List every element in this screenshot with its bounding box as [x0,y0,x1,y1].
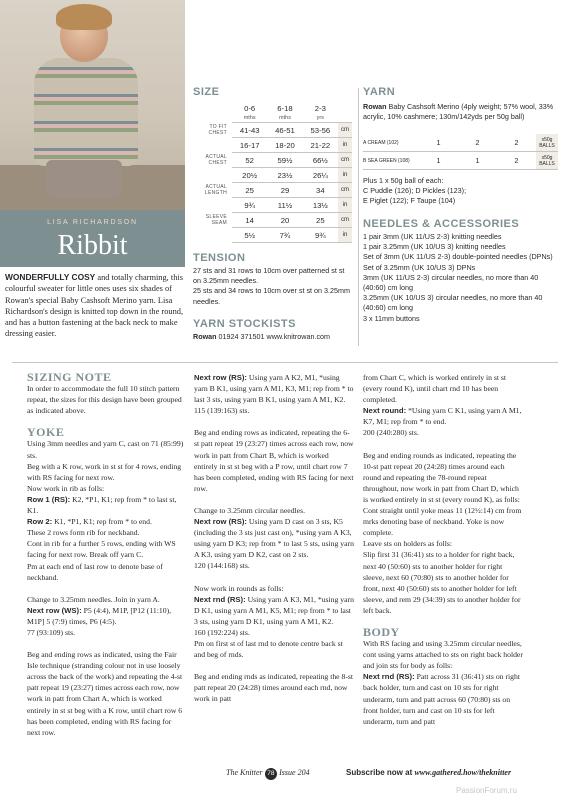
size-col-0: 0-6 [244,103,256,113]
yarn-row: B SEA GREEN (108) 1 1 2 x50g BALLS [363,152,558,170]
sizing-note-text: In order to accommodate the full 10 stitch pattern repeat, the sizes for this design have been grouped as indicated above. [27,384,182,416]
intro-body: and totally charming, this colourful sweater for little ones uses six shades of Rowan's special Baby Cashsoft Merino yarn. Lisa Richardson's design is knitted top down in the round, and has a button fastening at the back neck to make dressing easier. [5,273,184,339]
instruction-row: Next row (RS): Using yarn D cast on 3 sts, K5 (including the 3 sts just cast on), *using yarn A K3, using yarn D K3; rep from * to last 5 sts, using yarn A K3, using yarn D K2, cast on 2 sts. [194,517,354,560]
paragraph: With RS facing and using 3.25mm circular needles, cont using yarns attached to sts on right back holder and join sts for body as folls: [363,639,523,671]
needles-list [363,232,558,324]
title-band [0,210,185,267]
needles-item: Set of 3.25mm (UK 10/US 3) DPNs [363,262,476,272]
tension-line-2: 25 sts and 34 rows to 10cm over st st on 3.25mm needles. [193,286,350,306]
tension-heading: TENSION [193,252,246,264]
instruction-row: Row 1 (RS): K2, *P1, K1; rep from * to last st, K1. [27,494,177,516]
size-row: 20½ 23½ 26¼ in [190,168,352,183]
instruction-row: Next rnd (RS): Patt across 31 (36:41) sts on right back holder, turn and cast on 10 sts for right underarm, turn and patt across 60 (70:80) sts on front holder, turn and cast on 10 sts for left underarm, turn and patt [363,672,520,726]
yarn-brand: Rowan [363,102,387,111]
page-number: 78 [265,768,277,780]
issue-number: Issue 204 [279,768,310,777]
needles-item: 3mm (UK 11/US 2-3) circular needles, no more than 40 (40:60) cm long [363,272,539,293]
yarn-desc-text: Baby Cashsoft Merino (4ply weight; 57% wool, 33% acrylic, 10% cashmere; 130m/142yds per 50g ball) [363,102,554,122]
instruction-row: Row 2: K1, *P1, K1; rep from * to end. [27,517,152,527]
instruction-row: Next rnd (RS): Using yarn A K3, M1, *using yarn D K1, using yarn A M1, K5, M1; rep from * to last 3 sts, using yarn D K1, using yarn A M1, K2. [194,594,354,626]
stockists-heading: YARN STOCKISTS [193,318,296,330]
tension-line-1: 27 sts and 31 rows to 10cm over patterned st st on 3.25mm needles. [193,266,345,286]
instructions-column-1 [27,372,185,738]
size-row: SLEEVE SEAM 14 20 25 cm [190,213,352,228]
paragraph: 115 (139:163) sts. [194,406,250,416]
needles-item: 3 x 11mm buttons [363,313,420,323]
paragraph: Beg and ending rows as indicated, using the Fair Isle technique (stranding colour not in use loosely across the back of the work) and repeating the 4-st patt repeat 19 (23:27) times across each row, now work in patt from Chart A, which is worked entirely in st st beg with a K row, until chart row 6 has been completed, ending with RS facing for next row. [27,650,183,737]
size-col-1-unit: mths [267,114,302,123]
needles-heading: NEEDLES & ACCESSORIES [363,218,520,230]
body-heading: BODY [363,624,400,639]
paragraph: Pm at each end of last row to denote base of neckband. [27,561,163,582]
yarn-plus-1: Plus 1 x 50g ball of each: [363,176,444,185]
paragraph: 160 (192:224) sts. [194,627,250,637]
size-row: 5½ 7¾ 9¾ in [190,228,352,243]
yarn-row: A CREAM (102) 1 2 2 x50g BALLS [363,134,558,152]
pattern-title: Ribbit [57,230,128,261]
stockists-text [193,332,363,342]
size-row: 16-17 18-20 21-22 in [190,138,352,153]
paragraph: Now work in rib as folls: [27,483,105,493]
size-col-2-unit: yrs [303,114,338,123]
size-heading: SIZE [193,86,220,98]
yarn-plus-2: C Puddle (126); D Pickles (123); [363,186,467,196]
size-col-2: 2-3 [314,103,326,113]
paragraph: 77 (93:109) sts. [27,627,76,637]
yarn-table [363,134,558,170]
instruction-row: Next row (RS): Using yarn A K2, M1, *using yarn B K1, using yarn A M1, K3, M1; rep from * to last 3 sts, using yarn B K1, using yarn A M1, K2. [194,373,354,405]
paragraph: from Chart C, which is worked entirely in st st (every round K), until chart rnd 10 has been completed. [363,373,507,405]
footer-issue [226,768,310,780]
paragraph: Change to 3.25mm circular needles. [194,505,306,515]
subscribe-link[interactable]: www.gathered.how/theknitter [414,768,512,777]
sizing-note-heading: SIZING NOTE [27,370,112,384]
paragraph: Beg with a K row, work in st st for 4 rows, ending with RS facing for next row. [27,461,182,482]
paragraph: 200 (240:280) sts. [363,428,419,438]
footer-subscribe: Subscribe now at www.gathered.how/theknitter [346,768,512,777]
paragraph: Beg and ending rounds as indicated, repeating the 10-st patt repeat 20 (24:28) times around each round and repeating the 78-round repeat throughout, now work in patt from Chart D, which is worked entirely in st st (every round K), as folls: Cont straight until yoke meas 11 (12½:14) cm from mrks denoting base of neckband. Yoke is now complete. [363,450,522,538]
size-row: ACTUAL LENGTH 25 29 34 cm [190,183,352,198]
yarn-plus-3: E Piglet (122); F Taupe (104) [363,196,456,206]
paragraph: Cont in rib for a further 5 rows, ending with WS facing for next row. Break off yarn C. [27,539,176,560]
paragraph: Pm on first st of last rnd to denote centre back st and beg of rnds. [194,638,343,660]
paragraph: Leave sts on holders as folls: [363,539,453,549]
paragraph: These 2 rows form rib for neckband. [27,528,140,538]
size-col-0-unit: mths [232,114,267,123]
instruction-row: Next round: *Using yarn C K1, using yarn A M1, K7, M1; rep from * to end. [363,406,522,427]
designer-name: LISA RICHARDSON [47,219,138,226]
paragraph: Change to 3.25mm needles. Join in yarn A. [27,594,160,604]
instruction-row: Next row (WS): P5 (4:4), M1P, [P12 (11:10), M1P] 5 (7:9) times, P6 (4:5). [27,605,172,626]
paragraph: Beg and ending rnds as indicated, repeating the 8-st patt repeat 20 (24:28) times around each rnd, now work in patt [194,672,354,704]
intro-lead: WONDERFULLY COSY [5,272,96,282]
paragraph: Beg and ending rows as indicated, repeating the 6-st patt repeat 19 (23:27) times across each row, now work in patt from Chart B, which is worked entirely in st st beg with a P row, until chart row 7 has been completed, ending with RS facing for next row. [194,428,354,493]
hero-photo [0,0,185,210]
instructions-column-2 [194,372,354,704]
size-col-1: 6-18 [277,103,293,113]
needles-item: 3.25mm (UK 10/US 3) circular needles, no more than 40 (40:60) cm long [363,293,543,313]
column-divider [358,88,359,346]
instructions-column-3 [363,372,523,727]
yoke-heading: YOKE [27,425,65,440]
stockists-brand: Rowan [193,332,217,341]
paragraph: Now work in rounds as folls: [194,583,284,593]
magazine-name: The Knitter [226,768,263,777]
size-table [190,102,352,243]
size-row: ACTUAL CHEST 52 59½ 66½ cm [190,153,352,168]
intro-text [5,272,185,340]
needles-item: 1 pair 3.25mm (UK 10/US 3) knitting needles [363,242,506,252]
yarn-desc [363,102,558,122]
stockists-line: 01924 371501 www.knitrowan.com [216,332,331,341]
yarn-extra [363,176,558,207]
needles-item: 1 pair 3mm (UK 11/US 2-3) knitting needles [363,232,502,241]
yarn-heading: YARN [363,86,396,98]
paragraph: Using 3mm needles and yarn C, cast on 71 (85:99) sts. [27,439,184,460]
needles-item: Set of 3mm (UK 11/US 2-3) double-pointed needles (DPNs) [363,252,553,262]
paragraph: Slip first 31 (36:41) sts to a holder for right back, next 40 (50:60) sts to another holder for right sleeve, next 60 (70:80) sts to another holder for front, next 40 (50:60) sts to another holder for left sleeve, and rem 29 (34:39) sts to another holder for left back. [363,550,521,615]
watermark: PassionForum.ru [456,786,517,795]
size-row: TO FIT CHEST 41-43 46-51 53-56 cm [190,123,352,138]
paragraph: 120 (144:168) sts. [194,561,250,571]
section-divider [12,362,558,363]
tension-text [193,266,353,307]
size-row: 9¾ 11½ 13½ in [190,198,352,213]
